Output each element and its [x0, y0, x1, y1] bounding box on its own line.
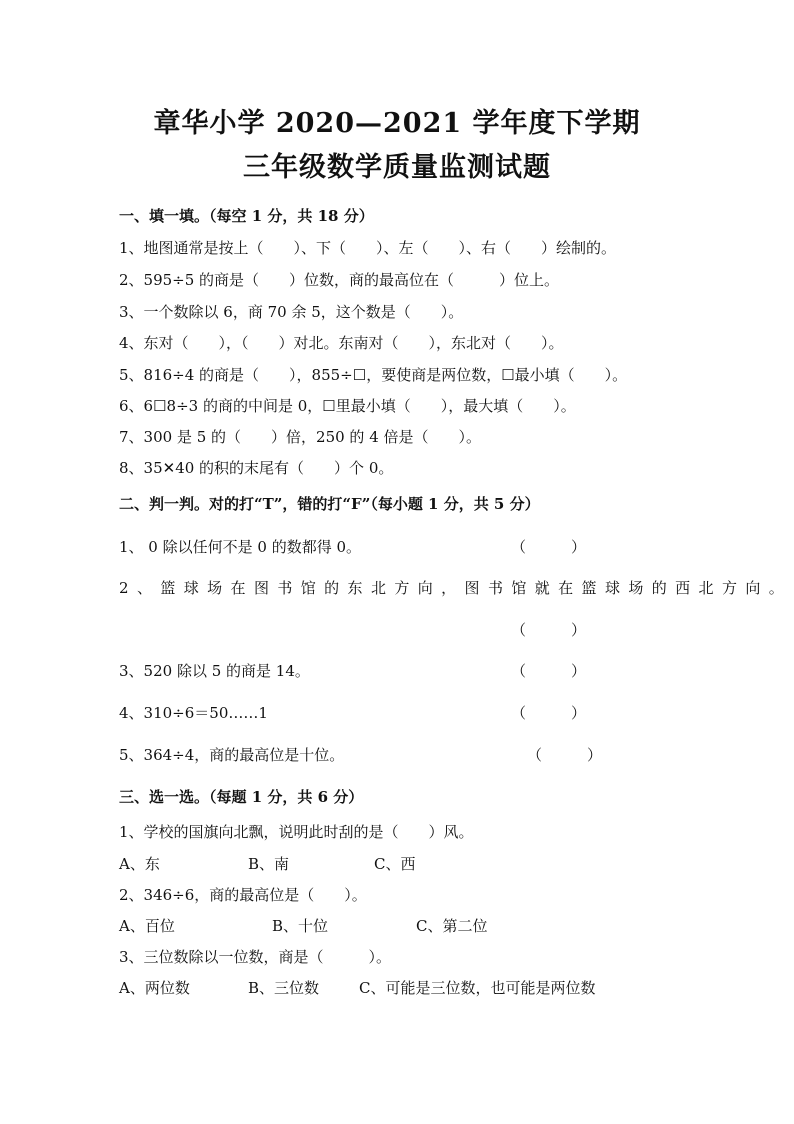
section2-item-2: 2、篮球场在图书馆的东北方向，图书馆就在篮球场的西北方向。	[119, 579, 793, 597]
section1-item-5: 5、816÷4 的商是（ ），855÷☐，要使商是两位数，☐最小填（ ）。	[119, 366, 628, 384]
section3-q3-option-c: C、可能是三位数，也可能是两位数	[359, 979, 596, 997]
section2-item-1: 1、 0 除以任何不是 0 的数都得 0。	[119, 538, 362, 556]
section3-question-3: 3、三位数除以一位数，商是（ ）。	[119, 948, 392, 966]
section2-item-3: 3、520 除以 5 的商是 14。	[119, 662, 310, 680]
section1-item-3: 3、一个数除以 6，商 70 余 5，这个数是（ ）。	[119, 303, 464, 321]
section1-heading: 一、填一填。（每空 1 分，共 18 分）	[119, 207, 374, 225]
section2-answer-paren-1: （ ）	[511, 538, 587, 556]
section1-item-6: 6、6☐8÷3 的商的中间是 0，☐里最小填（ ），最大填（ ）。	[119, 397, 576, 415]
section3-q1-option-b: B、南	[248, 855, 290, 873]
section3-q3-option-a: A、两位数	[119, 979, 190, 997]
section3-q1-option-a: A、东	[119, 855, 160, 873]
section1-item-1: 1、地图通常是按上（ ）、下（ ）、左（ ）、右（ ）绘制的。	[119, 239, 617, 257]
section3-q3-option-b: B、三位数	[248, 979, 320, 997]
section3-question-1: 1、学校的国旗向北飘，说明此时刮的是（ ）风。	[119, 823, 474, 841]
section2-heading: 二、判一判。对的打“T”，错的打“F”（每小题 1 分，共 5 分）	[119, 495, 540, 513]
section2-item-4: 4、310÷6＝50……1	[119, 704, 268, 722]
section3-q2-option-c: C、第二位	[416, 917, 488, 935]
section1-item-7: 7、300 是 5 的（ ）倍，250 的 4 倍是（ ）。	[119, 428, 482, 446]
exam-title-line1: 章华小学 2020—2021 学年度下学期	[153, 108, 641, 139]
section2-answer-paren-5: （ ）	[527, 746, 603, 764]
section2-answer-paren-2: （ ）	[511, 621, 587, 639]
section1-item-4: 4、东对（ ），（ ）对北。东南对（ ），东北对（ ）。	[119, 334, 564, 352]
section2-answer-paren-3: （ ）	[511, 662, 587, 680]
section2-answer-paren-4: （ ）	[511, 704, 587, 722]
exam-title-line2: 三年级数学质量监测试题	[243, 152, 551, 183]
section2-item-5: 5、364÷4，商的最高位是十位。	[119, 746, 345, 764]
section3-heading: 三、选一选。（每题 1 分，共 6 分）	[119, 788, 364, 806]
section3-q1-option-c: C、西	[374, 855, 416, 873]
section3-question-2: 2、346÷6，商的最高位是（ ）。	[119, 886, 367, 904]
section3-q2-option-a: A、百位	[119, 917, 175, 935]
section1-item-8: 8、35✕40 的积的末尾有（ ）个 0。	[119, 459, 394, 477]
section1-item-2: 2、595÷5 的商是（ ）位数，商的最高位在（ ）位上。	[119, 271, 560, 289]
section3-q2-option-b: B、十位	[272, 917, 329, 935]
